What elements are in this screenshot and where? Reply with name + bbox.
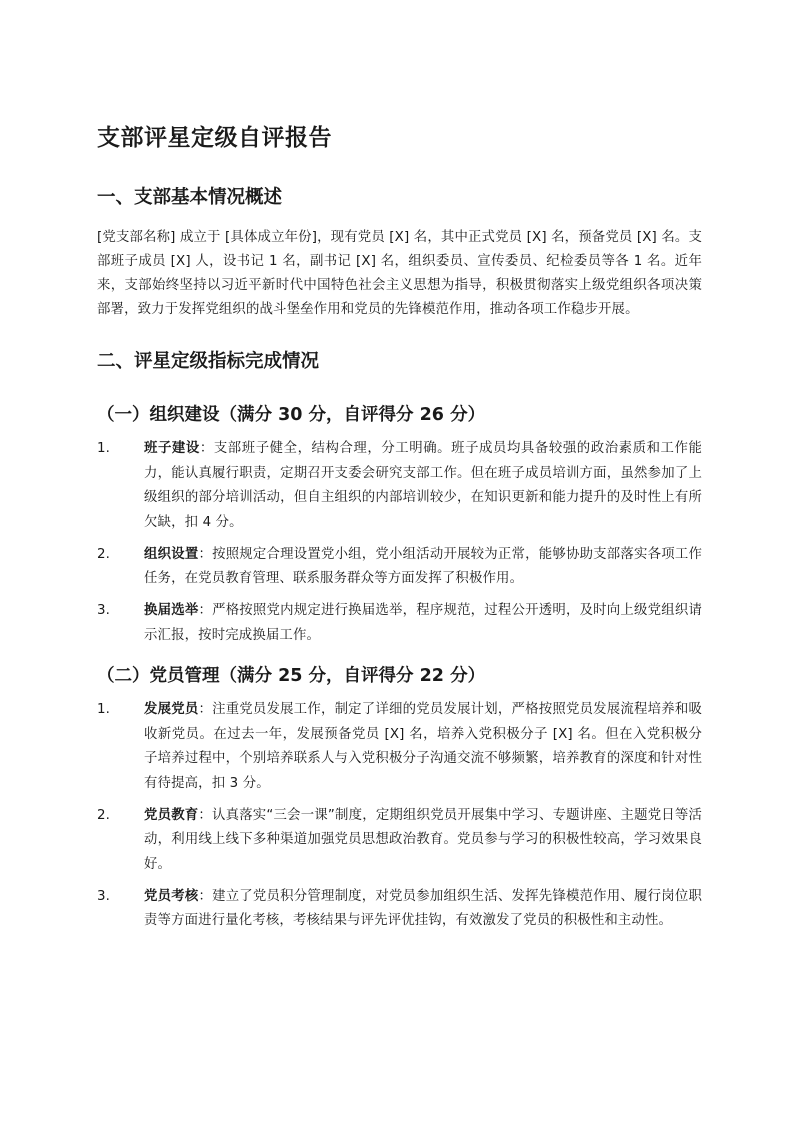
document-page	[97, 118, 702, 941]
list-item-number: 3.	[97, 603, 111, 618]
list-item-number: 2.	[97, 807, 111, 823]
list-item-text: 严格按照党内规定进行换届选举，程序规范，过程公开透明，及时向上级党组织请示汇报，按时完成换届工作。	[144, 603, 702, 643]
list-item-term: 组织设置	[144, 546, 199, 562]
list-item-separator: ：	[198, 702, 213, 717]
list-item-text: 支部班子健全，结构合理，分工明确。班子成员均具备较强的政治素质和工作能力，能认真履行职责，定期召开支委会研究支部工作。但在班子成员培训方面，虽然参加了上级组织的部分培训活动，但自主组织的内部培训较少，在知识更新和能力提升的及时性上有所欠缺，扣 4 分。	[144, 441, 702, 530]
section-heading-overview: 一、支部基本情况概述	[97, 187, 283, 208]
list-item	[97, 543, 702, 592]
list-item-separator: ：	[198, 888, 213, 904]
list-item-term: 换届选举	[144, 603, 199, 618]
list-item	[97, 698, 702, 796]
list-item-number: 1.	[97, 702, 111, 717]
list-item-separator: ：	[199, 441, 214, 456]
list-item	[97, 599, 702, 648]
list-item-text: 建立了党员积分管理制度，对党员参加组织生活、发挥先锋模范作用、履行岗位职责等方面进行量化考核，考核结果与评先评优挂钩，有效激发了党员的积极性和主动性。	[144, 888, 702, 928]
organization-list	[97, 437, 702, 648]
list-item-term: 党员教育	[144, 807, 199, 823]
overview-paragraph: [党支部名称] 成立于 [具体成立年份]，现有党员 [X] 名，其中正式党员 [X] 名，预备党员 [X] 名。支部班子成员 [X] 人，设书记 1 名，副书记 [X] 名，组织委员、宣传委员、纪检委员等各 1 名。近年来，支部始终坚持以习近平新时代中国特色社会主义思想为指导，积极贯彻落实上级党组织各项决策部署，致力于发挥党组织的战斗堡垒作用和党员的先锋模范作用，推动各项工作稳步开展。	[97, 230, 702, 317]
list-item	[97, 804, 702, 878]
list-item-term: 发展党员	[144, 702, 199, 717]
list-item-separator: ：	[198, 807, 212, 823]
section-heading-indicators: 二、评星定级指标完成情况	[97, 351, 320, 372]
subsection-heading-organization: （一）组织建设（满分 30 分，自评得分 26 分）	[97, 405, 486, 425]
list-item-text: 按照规定合理设置党小组，党小组活动开展较为正常，能够协助支部落实各项工作任务，在党员教育管理、联系服务群众等方面发挥了积极作用。	[144, 546, 702, 586]
document-title: 支部评星定级自评报告	[97, 125, 332, 151]
list-item	[97, 437, 702, 535]
list-item-text: 注重党员发展工作，制定了详细的党员发展计划，严格按照党员发展流程培养和吸收新党员。在过去一年，发展预备党员 [X] 名，培养入党积极分子 [X] 名。但在入党积极分子培养过程中，个别培养联系人与入党积极分子沟通交流不够频繁，培养教育的深度和针对性有待提高，扣 3 分。	[144, 702, 702, 791]
list-item-number: 2.	[97, 546, 111, 562]
list-item-number: 3.	[97, 888, 111, 904]
list-item	[97, 885, 702, 934]
list-item-term: 党员考核	[144, 888, 199, 904]
list-item-number: 1.	[97, 441, 111, 456]
list-item-separator: ：	[198, 603, 213, 618]
subsection-heading-member-management: （二）党员管理（满分 25 分，自评得分 22 分）	[97, 666, 486, 686]
list-item-term: 班子建设	[144, 441, 200, 456]
member-management-list	[97, 698, 702, 934]
list-item-separator: ：	[198, 546, 213, 562]
list-item-text: 认真落实“三会一课”制度，定期组织党员开展集中学习、专题讲座、主题党日等活动，利用线上线下多种渠道加强党员思想政治教育。党员参与学习的积极性较高，学习效果良好。	[144, 807, 703, 872]
